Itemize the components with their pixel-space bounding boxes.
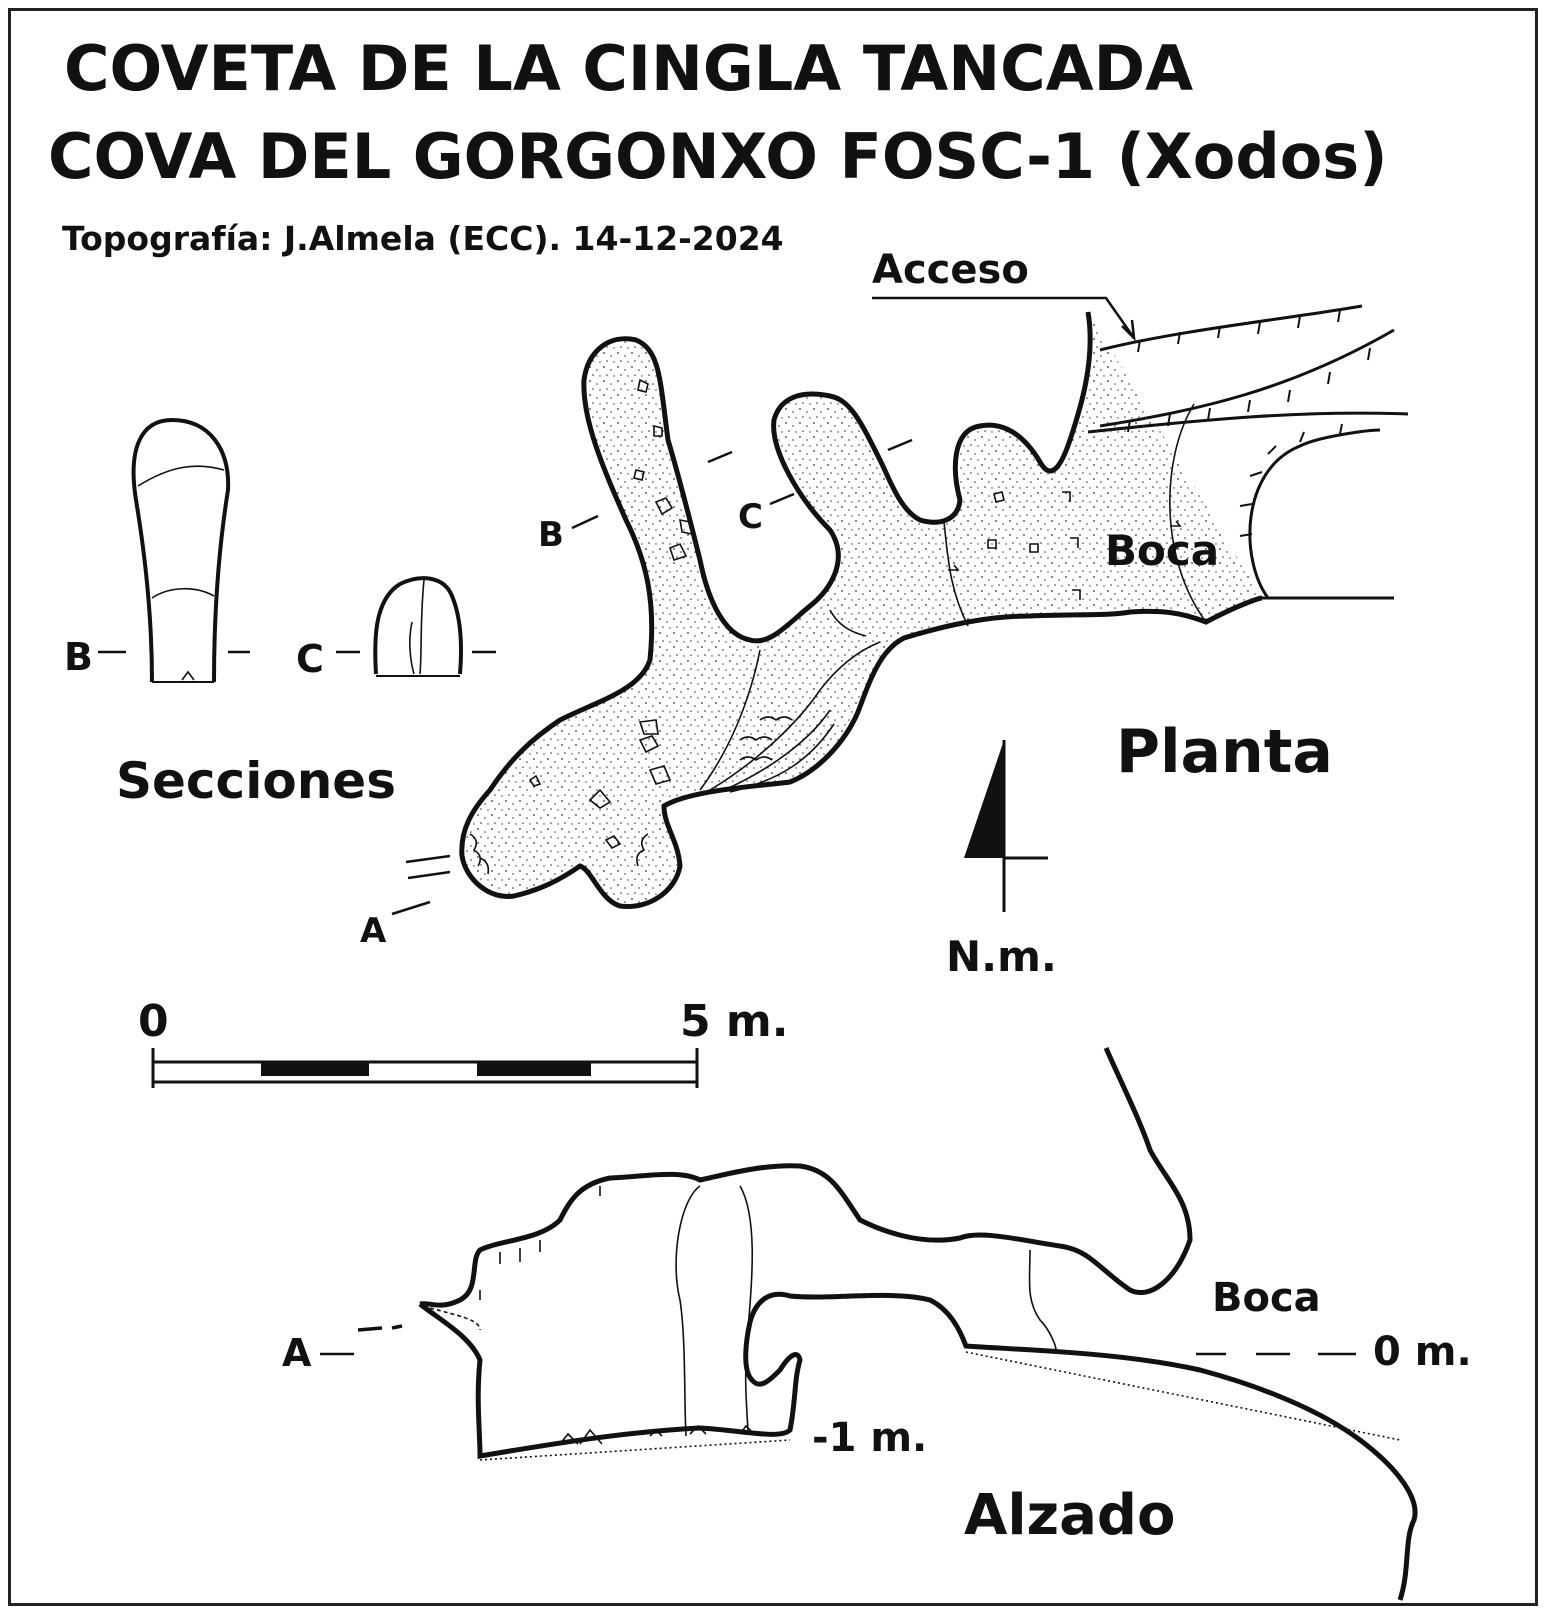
north-label: N.m. [946, 932, 1057, 981]
section-c [336, 578, 496, 676]
elevation-profile [420, 1048, 1415, 1600]
sections-label: Secciones [116, 752, 396, 810]
elevation-entrance-label: Boca [1212, 1275, 1321, 1321]
section-b-label: B [64, 635, 93, 679]
elevation-depth-label: -1 m. [812, 1415, 928, 1461]
elevation-view-label: Alzado [964, 1483, 1176, 1548]
plan-view-label: Planta [1116, 717, 1333, 787]
title-line-1: COVETA DE LA CINGLA TANCADA [64, 32, 1194, 105]
section-c-label: C [296, 637, 324, 681]
scale-bar [153, 1048, 697, 1088]
elevation-section-a-mark: A [282, 1331, 312, 1375]
survey-credit: Topografía: J.Almela (ECC). 14-12-2024 [62, 219, 784, 258]
scale-start-label: 0 [138, 996, 169, 1047]
plan-section-a-mark: A [360, 911, 387, 951]
title-line-2: COVA DEL GORGONXO FOSC-1 (Xodos) [48, 120, 1388, 193]
north-arrow-icon [964, 740, 1048, 912]
access-label: Acceso [872, 247, 1029, 293]
plan-section-c-mark: C [738, 497, 763, 537]
scale-end-label: 5 m. [680, 996, 789, 1047]
plan-entrance-label: Boca [1105, 526, 1220, 575]
section-b [98, 420, 250, 682]
elevation-datum-label: 0 m. [1373, 1329, 1472, 1375]
plan-section-b-mark: B [538, 515, 564, 555]
